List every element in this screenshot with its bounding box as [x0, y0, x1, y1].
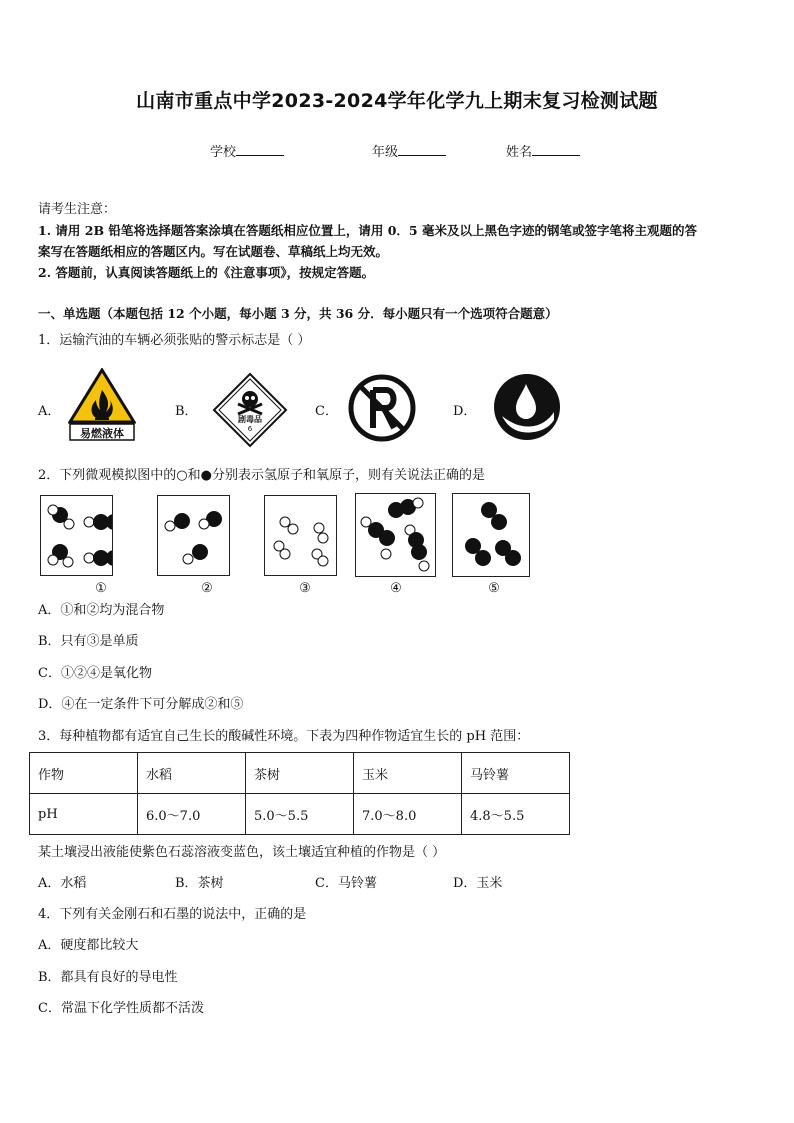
school-blank	[236, 143, 284, 156]
page-title: 山南市重点中学2023-2024学年化学九上期末复习检测试题	[136, 90, 658, 112]
table-row	[30, 753, 570, 794]
molecule-box-2	[157, 495, 230, 576]
q3-stem: 3．每种植物都有适宜自己生长的酸碱性环境。下表为四种作物适宜生长的 pH 范围：	[38, 729, 530, 744]
q3-option-c: C．马铃薯	[315, 876, 377, 891]
grade-label: 年级	[372, 145, 399, 160]
q3-option-b: B．茶树	[175, 876, 224, 891]
q4-stem: 4．下列有关金刚石和石墨的说法中，正确的是	[38, 907, 307, 922]
table-cell: 5.0～5.5	[246, 794, 354, 835]
grade-field	[372, 141, 446, 160]
q3-followup: 某土壤浸出液能使紫色石蕊溶液变蓝色，该土壤适宜种植的作物是（ ）	[38, 845, 446, 860]
notice-item-1-line-1: 1. 请用 2B 铅笔将选择题答案涂填在答题纸相应位置上，请用 0．5 毫米及以上黑色字迹的钢笔或签字笔将主观题的答	[38, 223, 697, 238]
table-cell: pH	[30, 794, 138, 835]
molecule-label-3: ③	[299, 581, 311, 596]
q1-option-b-label: B．	[175, 404, 198, 419]
molecule-box-4	[355, 493, 436, 577]
q1-stem: 1．运输汽油的车辆必须张贴的警示标志是（ ）	[38, 333, 311, 348]
table-cell: 7.0～8.0	[354, 794, 462, 835]
no-parking-sign-icon	[346, 374, 418, 442]
notice-item-1-line-2: 案写在答题纸相应的答题区内。写在试题卷、草稿纸上均无效。	[38, 244, 389, 259]
toxic-sign-text: 剧毒品	[238, 415, 262, 424]
q1-option-c-label: C．	[315, 404, 338, 419]
molecule-label-2: ②	[201, 581, 213, 596]
school-field	[210, 141, 284, 160]
q2-option-d: D．④在一定条件下可分解成②和⑤	[38, 697, 244, 712]
molecule-label-4: ④	[390, 581, 402, 596]
q3-option-d: D．玉米	[453, 876, 503, 891]
molecule-label-1: ①	[95, 581, 107, 596]
molecule-box-3	[264, 495, 337, 576]
notice-item-2: 2. 答题前，认真阅读答题纸上的《注意事项》，按规定答题。	[38, 265, 375, 280]
name-field	[506, 141, 580, 160]
toxic-sign-number: 6	[247, 425, 253, 433]
q3-option-a: A．水稻	[38, 876, 87, 891]
table-cell: 4.8～5.5	[462, 794, 570, 835]
table-cell: 作物	[30, 753, 138, 794]
q1-option-d-label: D．	[453, 404, 477, 419]
name-label: 姓名	[506, 145, 533, 160]
ph-table	[29, 752, 570, 835]
table-cell: 茶树	[246, 753, 354, 794]
grade-blank	[398, 143, 446, 156]
flammable-liquid-sign-icon	[68, 368, 136, 442]
q2-option-c: C．①②④是氧化物	[38, 666, 152, 681]
table-cell: 水稻	[138, 753, 246, 794]
molecule-box-5	[452, 493, 530, 577]
q4-option-b: B．都具有良好的导电性	[38, 970, 178, 985]
table-cell: 玉米	[354, 753, 462, 794]
toxic-sign-icon	[212, 372, 288, 448]
q1-option-a-label: A．	[38, 404, 61, 419]
notice-heading: 请考生注意：	[38, 202, 117, 217]
name-blank	[532, 143, 580, 156]
q2-stem: 2．下列微观模拟图中的○和●分别表示氢原子和氧原子，则有关说法正确的是	[38, 468, 485, 483]
molecule-label-5: ⑤	[488, 581, 500, 596]
table-cell: 马铃薯	[462, 753, 570, 794]
corrosive-sign-icon	[492, 372, 562, 442]
section-heading: 一、单选题（本题包括 12 个小题，每小题 3 分，共 36 分．每小题只有一个选项符合题意）	[38, 306, 558, 321]
table-cell: 6.0～7.0	[138, 794, 246, 835]
q4-option-c: C．常温下化学性质都不活泼	[38, 1001, 204, 1016]
flammable-liquid-sign-text: 易燃液体	[80, 427, 124, 440]
q2-option-a: A．①和②均为混合物	[38, 603, 165, 618]
q2-option-b: B．只有③是单质	[38, 634, 139, 649]
q4-option-a: A．硬度都比较大	[38, 938, 139, 953]
molecule-box-1	[40, 495, 113, 576]
table-row	[30, 794, 570, 835]
school-label: 学校	[210, 145, 237, 160]
